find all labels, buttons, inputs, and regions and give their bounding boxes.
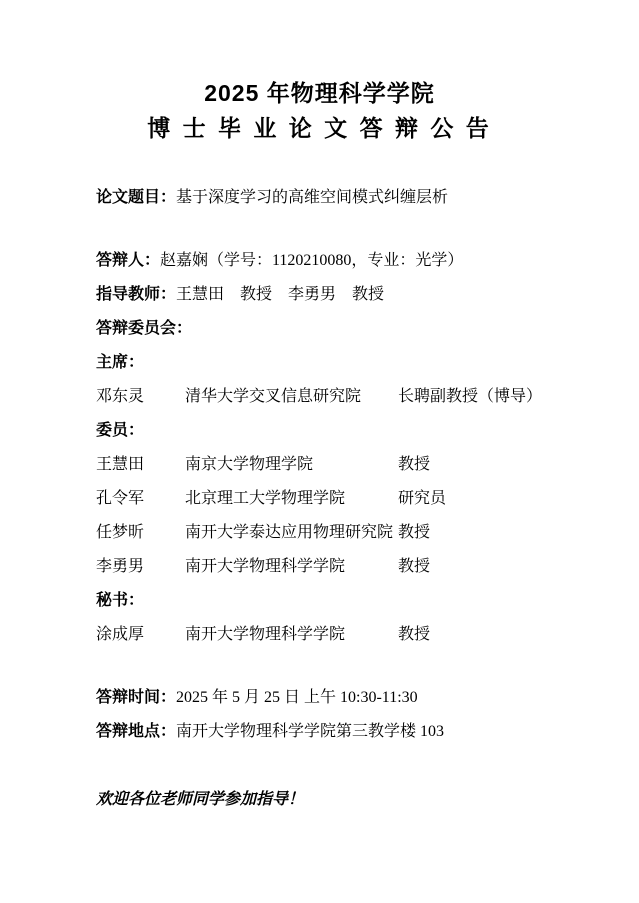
candidate-label: 答辩人： bbox=[96, 252, 161, 269]
secretary-row bbox=[96, 618, 593, 652]
thesis-topic-value: 基于深度学习的高维空间模式纠缠层析 bbox=[176, 189, 449, 206]
blank-line bbox=[96, 652, 593, 681]
thesis-topic-line bbox=[96, 181, 593, 215]
member-name: 王慧田 bbox=[96, 456, 145, 473]
member-title: 教授 bbox=[398, 558, 431, 575]
blank-line bbox=[96, 749, 593, 783]
member-row bbox=[96, 516, 593, 550]
member-affiliation: 南开大学泰达应用物理研究院 bbox=[185, 524, 394, 541]
members-section-label: 委员： bbox=[96, 422, 145, 439]
defense-time-value: 2025 年 5 月 25 日 上午 10:30-11:30 bbox=[176, 689, 418, 706]
defense-time-label: 答辩时间： bbox=[96, 689, 177, 706]
members-section-label-line bbox=[96, 414, 593, 448]
member-row bbox=[96, 448, 593, 482]
title-line-2: 博 士 毕 业 论 文 答 辩 公 告 bbox=[147, 115, 492, 141]
blank-line bbox=[96, 215, 593, 244]
defense-time-line bbox=[96, 681, 593, 715]
member-row bbox=[96, 550, 593, 584]
member-title: 教授 bbox=[398, 524, 431, 541]
defense-location-label: 答辩地点： bbox=[96, 723, 177, 740]
member-name: 孔令军 bbox=[96, 490, 145, 507]
thesis-topic-label: 论文题目： bbox=[96, 189, 177, 206]
defense-location-value: 南开大学物理科学学院第三教学楼 103 bbox=[176, 723, 445, 740]
advisors-line bbox=[96, 278, 593, 312]
member-title: 研究员 bbox=[398, 490, 447, 507]
defense-location-line bbox=[96, 715, 593, 749]
advisors-value: 王慧田 教授 李勇男 教授 bbox=[176, 286, 385, 303]
chair-section-label: 主席： bbox=[96, 354, 145, 371]
chair-affiliation: 清华大学交叉信息研究院 bbox=[185, 388, 362, 405]
document-body bbox=[96, 181, 593, 817]
member-name: 李勇男 bbox=[96, 558, 145, 575]
member-affiliation: 北京理工大学物理学院 bbox=[185, 490, 346, 507]
member-affiliation: 南开大学物理科学学院 bbox=[185, 558, 346, 575]
secretary-section-label-line bbox=[96, 584, 593, 618]
welcome-message: 欢迎各位老师同学参加指导！ bbox=[96, 791, 305, 808]
member-row bbox=[96, 482, 593, 516]
committee-header-label: 答辩委员会： bbox=[96, 320, 193, 337]
member-name: 任梦昕 bbox=[96, 524, 145, 541]
secretary-title: 教授 bbox=[398, 626, 431, 643]
secretary-affiliation: 南开大学物理科学学院 bbox=[185, 626, 346, 643]
chair-name: 邓东灵 bbox=[96, 388, 145, 405]
candidate-value: 赵嘉娴（学号：1120210080，专业：光学） bbox=[160, 252, 464, 269]
chair-row bbox=[96, 380, 593, 414]
document-title bbox=[0, 0, 639, 146]
member-title: 教授 bbox=[398, 456, 431, 473]
committee-header-line bbox=[96, 312, 593, 346]
secretary-section-label: 秘书： bbox=[96, 592, 145, 609]
candidate-line bbox=[96, 244, 593, 278]
member-affiliation: 南京大学物理学院 bbox=[185, 456, 314, 473]
title-line-1: 2025 年物理科学学院 bbox=[204, 80, 435, 106]
chair-title: 长聘副教授（博导） bbox=[398, 388, 543, 405]
chair-section-label-line bbox=[96, 346, 593, 380]
advisors-label: 指导教师： bbox=[96, 286, 177, 303]
secretary-name: 涂成厚 bbox=[96, 626, 145, 643]
